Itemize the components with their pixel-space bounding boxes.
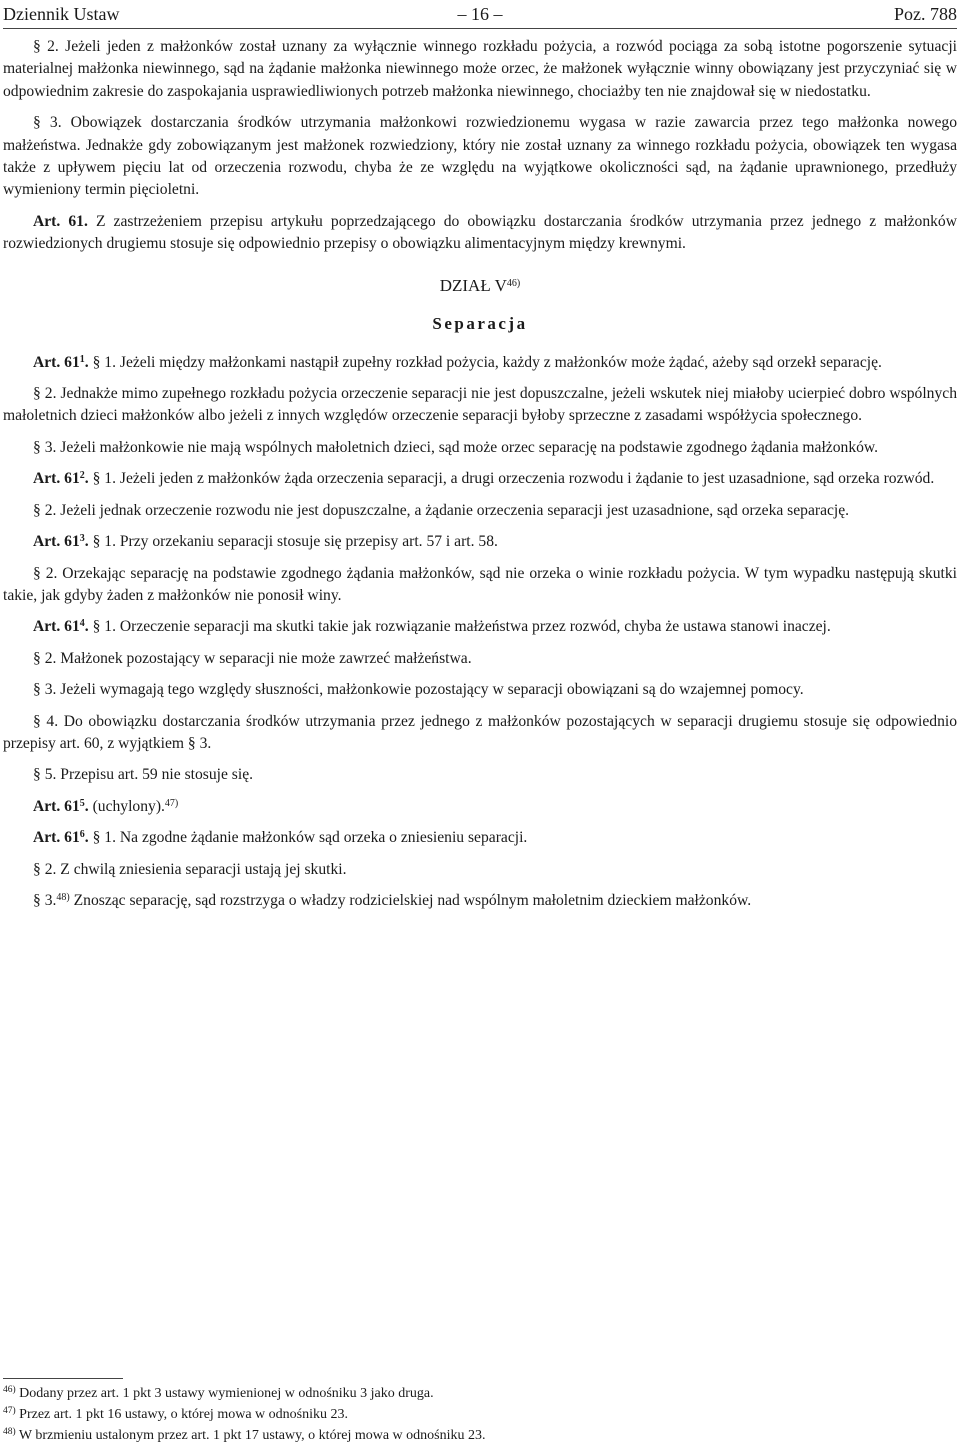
- footnote-ref: 48): [56, 891, 70, 903]
- article-number: Art. $61^4$.: [33, 618, 89, 636]
- footnote-divider: [3, 1378, 123, 1379]
- article-number: Art. $61^5$.: [33, 797, 89, 815]
- document-body: [3, 36, 957, 921]
- article-paragraph: § 2. Jednakże mimo zupełnego rozkładu pożycia orzeczenie separacji nie jest dopuszczalne, jeżeli wskutek niej miałoby ucierpieć dobro wspólnych małoletnich dzieci małżonków albo jeżeli z innych względów orzeczenie separacji byłoby sprzeczne z zasadami współżycia społecznego.: [3, 385, 957, 425]
- footnotes: [3, 1383, 957, 1446]
- article-paragraph: § 4. Do obowiązku dostarczania środków utrzymania przez jednego z małżonków pozostających w separacji drugiemu stosuje się odpowiednio przepisy art. 60, z wyjątkiem § 3.: [3, 712, 957, 752]
- article-text: § 1. Przy orzekaniu separacji stosuje się przepisy art. 57 i art. 58.: [88, 533, 498, 551]
- article-text: § 1. Jeżeli między małżonkami nastąpił zupełny rozkład pożycia, każdy z małżonków może żądać, ażeby sąd orzekł separację.: [88, 353, 882, 371]
- journal-name: Dziennik Ustaw: [3, 4, 120, 24]
- article-61-3: [3, 531, 957, 553]
- article-paragraph: § 2. Małżonek pozostający w separacji nie może zawrzeć małżeństwa.: [33, 649, 472, 667]
- article-text: § 1. Orzeczenie separacji ma skutki takie jak rozwiązanie małżeństwa przez rozwód, chyba że ustawa stanowi inaczej.: [88, 618, 831, 636]
- article-paragraph: § 3.$^{48)}$ Znosząc separację, sąd rozstrzyga o władzy rodzicielskiej nad wspólnym małoletnim dzieckiem małżonków.: [33, 891, 752, 909]
- article-61: [3, 211, 957, 256]
- article-paragraph: § 5. Przepisu art. 59 nie stosuje się.: [33, 766, 254, 784]
- article-61-2: [3, 468, 957, 490]
- page-number: – 16 –: [457, 4, 503, 24]
- article-text: § 1. Na zgodne żądanie małżonków sąd orzeka o zniesieniu separacji.: [88, 829, 528, 847]
- article-number: Art. $61^6$.: [33, 829, 89, 847]
- page-header: [3, 0, 957, 28]
- art60-par2: § 2. Jeżeli jeden z małżonków został uznany za wyłącznie winnego rozkładu pożycia, a rozwód pociąga za sobą istotne pogorszenie sytuacji materialnej małżonka niewinnego, sąd na żądanie małżonka niewinnego może orzec, że małżonek wyłącznie winny obowiązany jest przyczyniać się w odpowiednim zakresie do zaspokajania usprawiedliwionych potrzeb małżonka niewinnego, chociażby ten nie znajdował się w niedostatku.: [3, 38, 957, 100]
- article-61-6: [3, 827, 957, 849]
- position-number: Poz. 788: [894, 4, 957, 24]
- article-paragraph: § 3. Jeżeli małżonkowie nie mają wspólnych małoletnich dzieci, sąd może orzec separację na podstawie zgodnego żądania małżonków.: [33, 438, 879, 456]
- article-paragraph: § 2. Jeżeli jednak orzeczenie rozwodu nie jest dopuszczalne, a żądanie orzeczenia separacji jest uzasadnione, sąd orzeka separację.: [33, 501, 850, 519]
- footnote: $^{46)}$ Dodany przez art. 1 pkt 3 ustawy wymienionej w odnośniku 3 jako druga.: [3, 1385, 434, 1401]
- art60-par3: § 3. Obowiązek dostarczania środków utrzymania małżonkowi rozwiedzionemu wygasa w razie zawarcia przez tego małżonka nowego małżeństwa. Jednakże gdy zobowiązanym jest małżonek rozwiedziony, który nie został uznany za winnego rozkładu pożycia, obowiązek ten wygasa także z upływem pięciu lat od orzeczenia rozwodu, chyba że ze względu na wyjątkowe okoliczności sąd, na żądanie uprawnionego, przedłuży wymieniony termin pięcioletni.: [3, 114, 957, 199]
- footnote: $^{47)}$ Przez art. 1 pkt 16 ustawy, o której mowa w odnośniku 23.: [3, 1406, 348, 1422]
- article-number: Art. $61^1$.: [33, 353, 89, 371]
- article-number: Art. 61.: [33, 212, 88, 230]
- article-paragraph: § 3. Jeżeli wymagają tego względy słuszności, małżonkowie pozostający w separacji obowiązani są do wzajemnej pomocy.: [33, 681, 804, 699]
- article-number: Art. $61^3$.: [33, 533, 89, 551]
- article-paragraph: § 2. Orzekając separację na podstawie zgodnego żądania małżonków, sąd nie orzeka o winie rozkładu pożycia. W tym wypadku następują skutki takie, jak gdyby żaden z małżonków nie ponosił winy.: [3, 564, 957, 604]
- article-61-4: [3, 616, 957, 638]
- division-title: Separacja: [432, 313, 528, 333]
- article-text: § 1. Jeżeli jeden z małżonków żąda orzeczenia separacji, a drugi orzeczenia rozwodu i żądanie to jest uzasadnione, sąd orzeka rozwód.: [88, 470, 935, 488]
- article-text: Z zastrzeżeniem przepisu artykułu poprzedzającego do obowiązku dostarczania środków utrzymania przez jednego z małżonków rozwiedzionych drugiemu stosuje się odpowiednio przepisy o obowiązku alimentacyjnym między krewnymi.: [3, 212, 957, 253]
- article-text: (uchylony).: [88, 797, 165, 815]
- article-number: Art. $61^2$.: [33, 470, 89, 488]
- division-label: DZIAŁ V: [439, 275, 507, 295]
- article-61-1: [3, 352, 957, 374]
- header-divider: [3, 28, 957, 29]
- footnote-ref: 47): [164, 797, 179, 809]
- footnote: $^{48)}$ W brzmieniu ustalonym przez art. 1 pkt 17 ustawy, o której mowa w odnośniku 23.: [3, 1427, 486, 1443]
- article-paragraph: § 2. Z chwilą zniesienia separacji ustają jej skutki.: [33, 860, 347, 878]
- article-61-5: [3, 796, 957, 818]
- division-heading: [3, 274, 957, 298]
- footnote-ref: 46): [506, 277, 521, 289]
